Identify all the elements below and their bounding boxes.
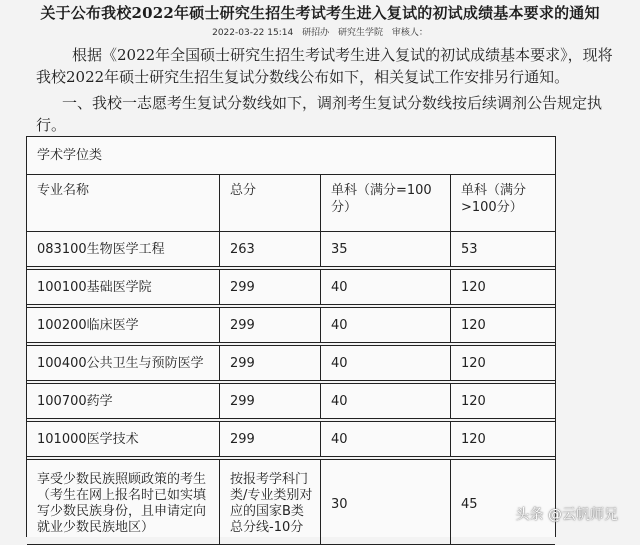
score-table <box>27 137 555 545</box>
publish-department: 研究生学院 <box>337 28 383 38</box>
publish-datetime: 2022-03-22 15:14 <box>212 28 294 38</box>
watermark: 头条 @云帆师兄 <box>515 507 618 523</box>
publish-office: 研招办 <box>302 28 330 38</box>
table-category: 学术学位类 <box>27 137 555 175</box>
header-single-over-100: 单科（满分>100分） <box>451 175 556 232</box>
cell-single-100: 40 <box>321 384 451 419</box>
cell-total: 299 <box>220 308 321 343</box>
cell-major: 100200临床医学 <box>27 308 220 343</box>
cell-single-over-100: 120 <box>451 308 556 343</box>
cell-total: 263 <box>220 232 321 267</box>
cell-single-over-100: 120 <box>451 422 556 457</box>
section-one-paragraph: 一、我校一志愿考生复试分数线如下，调剂考生复试分数线按后续调剂公告规定执行。 <box>36 94 603 134</box>
table-row <box>27 384 555 419</box>
table-row-minority <box>27 460 555 545</box>
cell-total: 299 <box>220 346 321 381</box>
intro-paragraph: 根据《2022年全国硕士研究生招生考试考生进入复试的初试成绩基本要求》，现将我校2022年硕士研究生招生复试分数线公布如下，相关复试工作安排另行通知。 <box>36 46 613 86</box>
table-row <box>27 422 555 457</box>
table-row <box>27 270 555 305</box>
cell-single-100: 40 <box>321 346 451 381</box>
cell-single-100: 40 <box>321 308 451 343</box>
notice-meta <box>0 25 640 38</box>
table-row <box>27 346 555 381</box>
table-row <box>27 308 555 343</box>
notice-title: 关于公布我校2022年硕士研究生招生考试考生进入复试的初试成绩基本要求的通知 <box>40 4 600 22</box>
cell-single-over-100: 53 <box>451 232 556 267</box>
cell-single-over-100: 45 <box>451 460 556 545</box>
cell-single-100: 40 <box>321 422 451 457</box>
reviewer-label: 审核人： <box>391 28 428 38</box>
cell-single-100: 30 <box>321 460 451 545</box>
cell-single-100: 35 <box>321 232 451 267</box>
table-row <box>27 232 555 267</box>
cell-single-over-100: 120 <box>451 346 556 381</box>
cell-major: 享受少数民族照顾政策的考生（考生在网上报名时已如实填写少数民族身份，且申请定向就业少数民族地区） <box>27 460 220 545</box>
cell-single-over-100: 120 <box>451 384 556 419</box>
cell-major: 100700药学 <box>27 384 220 419</box>
cell-single-100: 40 <box>321 270 451 305</box>
header-total: 总分 <box>220 175 321 232</box>
score-table-container <box>26 136 556 537</box>
header-single-100: 单科（满分=100分） <box>321 175 451 232</box>
cell-total: 按报考学科门类/专业类别对应的国家B类总分线-10分 <box>220 460 321 545</box>
cell-total: 299 <box>220 422 321 457</box>
cell-total: 299 <box>220 384 321 419</box>
cell-total: 299 <box>220 270 321 305</box>
header-major: 专业名称 <box>27 175 220 232</box>
cell-major: 101000医学技术 <box>27 422 220 457</box>
cell-major: 083100生物医学工程 <box>27 232 220 267</box>
cell-major: 100400公共卫生与预防医学 <box>27 346 220 381</box>
cell-major: 100100基础医学院 <box>27 270 220 305</box>
cell-single-over-100: 120 <box>451 270 556 305</box>
